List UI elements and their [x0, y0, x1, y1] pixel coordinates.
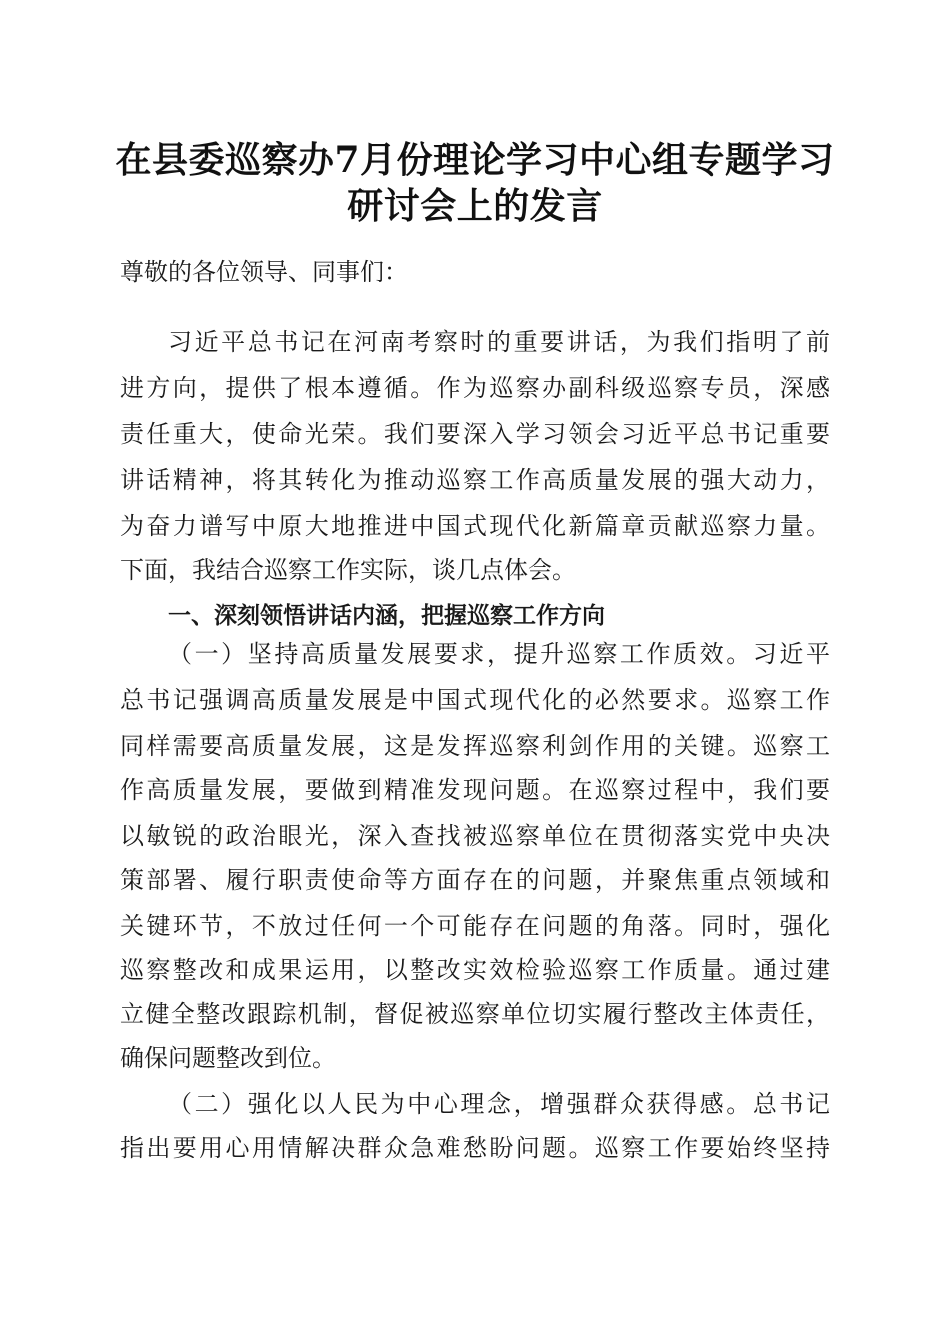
paragraph-2-line-8: 巡察整改和成果运用，以整改实效检验巡察工作质量。通过建 — [120, 956, 830, 984]
paragraph-3-line-2: 指出要用心用情解决群众急难愁盼问题。巡察工作要始终坚持 — [120, 1134, 830, 1162]
paragraph-1-line-1: 习近平总书记在河南考察时的重要讲话，为我们指明了前 — [168, 328, 830, 356]
section-heading-1: 一、深刻领悟讲话内涵，把握巡察工作方向 — [168, 603, 605, 629]
paragraph-1-line-2: 进方向，提供了根本遵循。作为巡察办副科级巡察专员，深感 — [120, 374, 830, 402]
paragraph-1-line-5: 为奋力谱写中原大地推进中国式现代化新篇章贡献巡察力量。 — [120, 512, 830, 540]
paragraph-2-line-2: 总书记强调高质量发展是中国式现代化的必然要求。巡察工作 — [120, 686, 830, 714]
paragraph-1-line-4: 讲话精神，将其转化为推动巡察工作高质量发展的强大动力， — [120, 466, 830, 494]
paragraph-1-line-6: 下面，我结合巡察工作实际，谈几点体会。 — [120, 556, 576, 584]
paragraph-2-line-1: （一）坚持高质量发展要求，提升巡察工作质效。习近平 — [168, 640, 830, 668]
document-title-line-2: 研讨会上的发言 — [347, 185, 603, 227]
paragraph-1-line-3: 责任重大，使命光荣。我们要深入学习领会习近平总书记重要 — [120, 420, 830, 448]
paragraph-2-line-5: 以敏锐的政治眼光，深入查找被巡察单位在贯彻落实党中央决 — [120, 822, 830, 850]
paragraph-3-line-1: （二）强化以人民为中心理念，增强群众获得感。总书记 — [168, 1090, 830, 1118]
paragraph-2-line-10: 确保问题整改到位。 — [120, 1044, 336, 1072]
paragraph-2-line-7: 关键环节，不放过任何一个可能存在问题的角落。同时，强化 — [120, 912, 830, 940]
paragraph-2-line-9: 立健全整改跟踪机制，督促被巡察单位切实履行整改主体责任， — [120, 1000, 830, 1028]
paragraph-2-line-4: 作高质量发展，要做到精准发现问题。在巡察过程中，我们要 — [120, 776, 830, 804]
paragraph-2-line-6: 策部署、履行职责使命等方面存在的问题，并聚焦重点领域和 — [120, 866, 830, 894]
document-title-line-1: 在县委巡察办7月份理论学习中心组专题学习 — [115, 139, 835, 181]
paragraph-2-line-3: 同样需要高质量发展，这是发挥巡察利剑作用的关键。巡察工 — [120, 732, 830, 760]
salutation: 尊敬的各位领导、同事们： — [120, 258, 408, 286]
